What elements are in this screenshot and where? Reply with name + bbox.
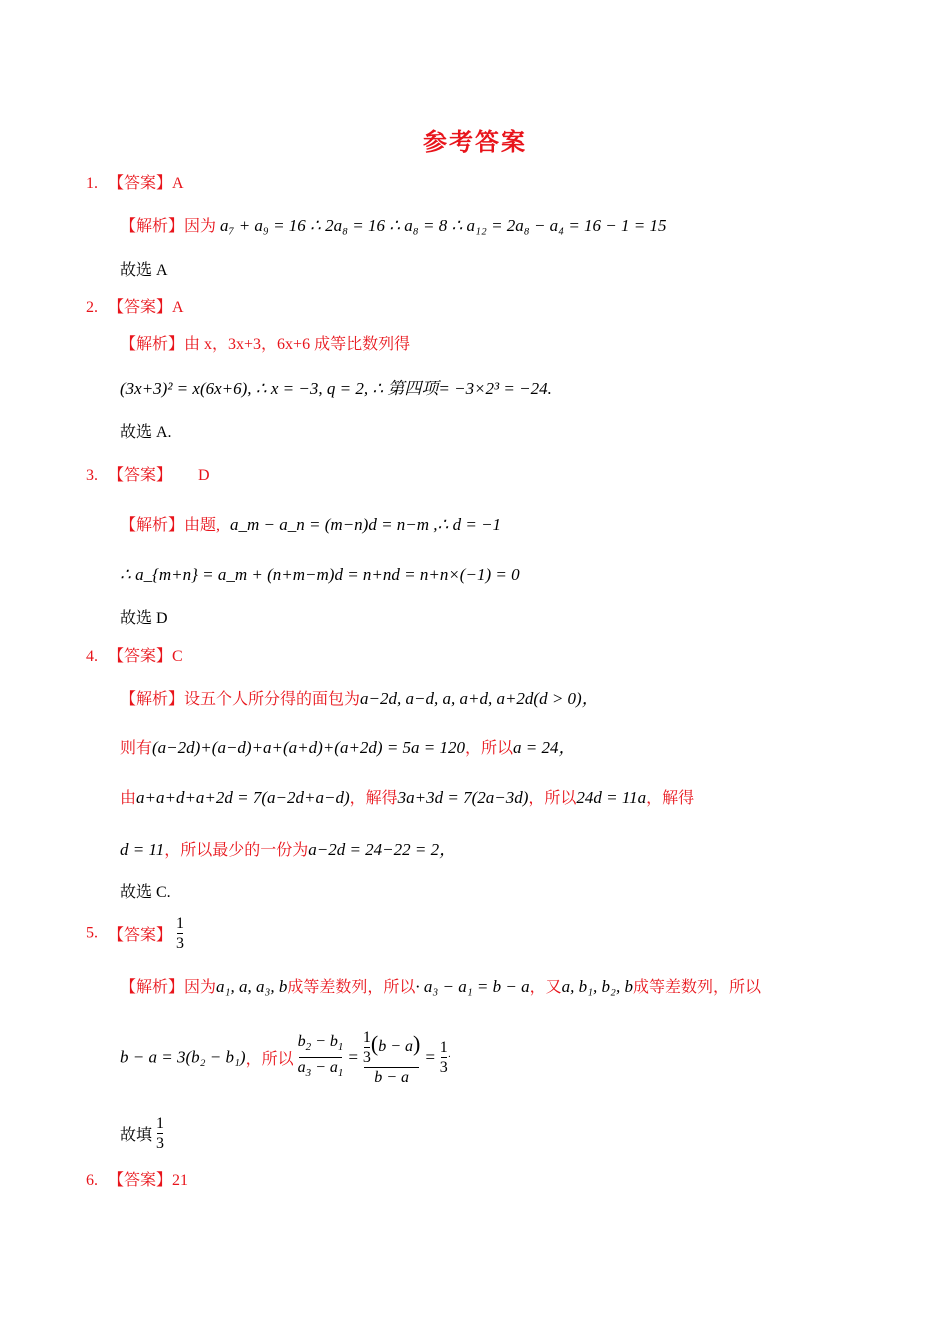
q3-formula1: a_m − a_n = (m−n)d = n−m ,∴ d = −1 [230, 515, 502, 534]
q3-analysis-tag: 【解析】 [120, 517, 185, 534]
q5-line2-f1: b − a = 3(b₂ − b₁) [120, 1047, 246, 1067]
q2-analysis-tag: 【解析】 [120, 336, 185, 353]
q5-conclusion-denominator: 3 [156, 1135, 165, 1152]
q6-number: 6. [86, 1172, 98, 1189]
page-title: 参考答案 [423, 128, 527, 156]
q3-formula2-line [120, 564, 520, 587]
q6-answer: 【答案】21 [108, 1172, 189, 1189]
q3-text: 由题, [184, 517, 221, 534]
q4-line3 [120, 787, 694, 810]
q1-number: 1. [86, 175, 98, 192]
q5-fraction-left: $\frac{b_2 - b_1}{a_3 - a_1}$ [297, 1032, 344, 1080]
q4-line2-formula2: a = 24， [513, 738, 576, 757]
q2-formula-text: (3x+3)² = x(6x+6), ∴ x = −3, q = 2, ∴ 第四项= −3×2³ = −24. [120, 379, 552, 398]
q1-formula: a₇ + a₉ = 16 ∴ 2a₈ = 16 ∴ a₈ = 8 ∴ a₁₂ = 2a₈ − a₄ = 16 − 1 = 15 [220, 216, 667, 235]
q5-conclusion-fraction [156, 1114, 164, 1153]
q5-line2-t1: ，所以 [245, 1051, 294, 1068]
q4-line3-formula3: 24d = 11a [576, 788, 647, 807]
q5-fraction-middle: $\frac{1}{3}$ (b − a) b − a [362, 1029, 421, 1086]
q5-line1 [120, 976, 761, 999]
q5-line2: b − a = 3(b₂ − b₁)，所以 $\frac{b_2 - b_1}{a_3 - a_1}$ = $\frac{1}{3}$ (b − a) b − a = $\frac{1}{3}$ · [120, 1029, 452, 1086]
q4-line1-text: 设五个人所分得的面包为 [184, 691, 361, 708]
q4-answer-line [86, 646, 183, 668]
q4-line3-text: 由 [120, 790, 137, 807]
q4-line2-text2: ，所以 [465, 740, 514, 757]
q5-answer-denominator: 3 [176, 935, 185, 952]
q1-intro: 因为 [184, 218, 217, 235]
q5-answer-numerator: 1 [176, 915, 185, 932]
q4-answer: 【答案】C [108, 648, 183, 665]
q5-answer: 【答案】 [108, 927, 173, 944]
q4-line4-formula2: a−2d = 24−22 = 2， [308, 840, 457, 859]
q5-answer-line [86, 914, 184, 953]
q3-answer-value: D [198, 467, 210, 484]
q1-analysis-tag: 【解析】 [120, 218, 185, 235]
q5-line1-t2: 成等差数列，所以 [287, 979, 416, 996]
q5-line1-f1: a₁, a, a₃, b [216, 977, 288, 996]
q2-answer: 【答案】A [108, 299, 184, 316]
q6-answer-line [86, 1170, 188, 1192]
q4-line1-formula: a−2d, a−d, a, a+d, a+2d(d > 0)， [360, 689, 599, 708]
q5-fraction-result: $\frac{1}{3}$ [439, 1039, 448, 1076]
q4-line3-text2: ，解得 [349, 790, 398, 807]
q4-line1 [120, 688, 599, 711]
q2-number: 2. [86, 299, 98, 316]
q4-line2-text: 则有 [120, 740, 153, 757]
q4-line4-formula: d = 11 [120, 840, 165, 859]
q3-answer-line [86, 465, 210, 487]
q4-line3-formula: a+a+d+a+2d = 7(a−2d+a−d) [136, 788, 350, 807]
q2-text: 由 x，3x+3，6x+6 成等比数列得 [184, 336, 411, 353]
q3-answer: 【答案】 [108, 467, 173, 484]
q2-analysis-line [120, 334, 410, 356]
q5-line1-f3: a, b₁, b₂, b [561, 977, 633, 996]
q5-conclusion-numerator: 1 [156, 1115, 165, 1132]
q4-conclusion: 故选 C. [120, 884, 171, 901]
q2-answer-line [86, 297, 184, 319]
q4-line2-formula: (a−2d)+(a−d)+a+(a+d)+(a+2d) = 5a = 120 [152, 738, 466, 757]
q5-line1-f2: · a₃ − a₁ = b − a [415, 977, 530, 996]
q5-line1-t4: 成等差数列，所以 [632, 979, 761, 996]
q5-answer-fraction [176, 914, 184, 953]
q5-conclusion-line [120, 1114, 164, 1153]
q5-conclusion: 故填 [120, 1127, 153, 1144]
q3-conclusion: 故选 D [120, 610, 168, 627]
q2-conclusion: 故选 A. [120, 424, 172, 441]
q1-analysis-line [120, 215, 667, 238]
q4-line3-text4: ，解得 [646, 790, 695, 807]
q5-line1-t3: ，又 [529, 979, 562, 996]
q5-line1-t1: 因为 [184, 979, 217, 996]
q4-line3-text3: ，所以 [528, 790, 577, 807]
q4-line2 [120, 737, 576, 760]
q3-analysis-line [120, 514, 501, 537]
q4-line3-formula2: 3a+3d = 7(2a−3d) [397, 788, 529, 807]
q4-analysis-tag: 【解析】 [120, 691, 185, 708]
q4-line4-text: ，所以最少的一份为 [164, 842, 309, 859]
q4-line4 [120, 839, 456, 862]
q5-analysis-tag: 【解析】 [120, 979, 185, 996]
q3-number: 3. [86, 467, 98, 484]
q3-formula2: ∴ a_{m+n} = a_m + (n+m−m)d = n+nd = n+n×(−1) = 0 [120, 565, 520, 584]
q4-number: 4. [86, 648, 98, 665]
q1-conclusion: 故选 A [120, 262, 168, 279]
q1-answer: 【答案】A [108, 175, 184, 192]
q5-number: 5. [86, 924, 98, 942]
q2-formula [120, 378, 552, 401]
q1-answer-line [86, 173, 184, 195]
